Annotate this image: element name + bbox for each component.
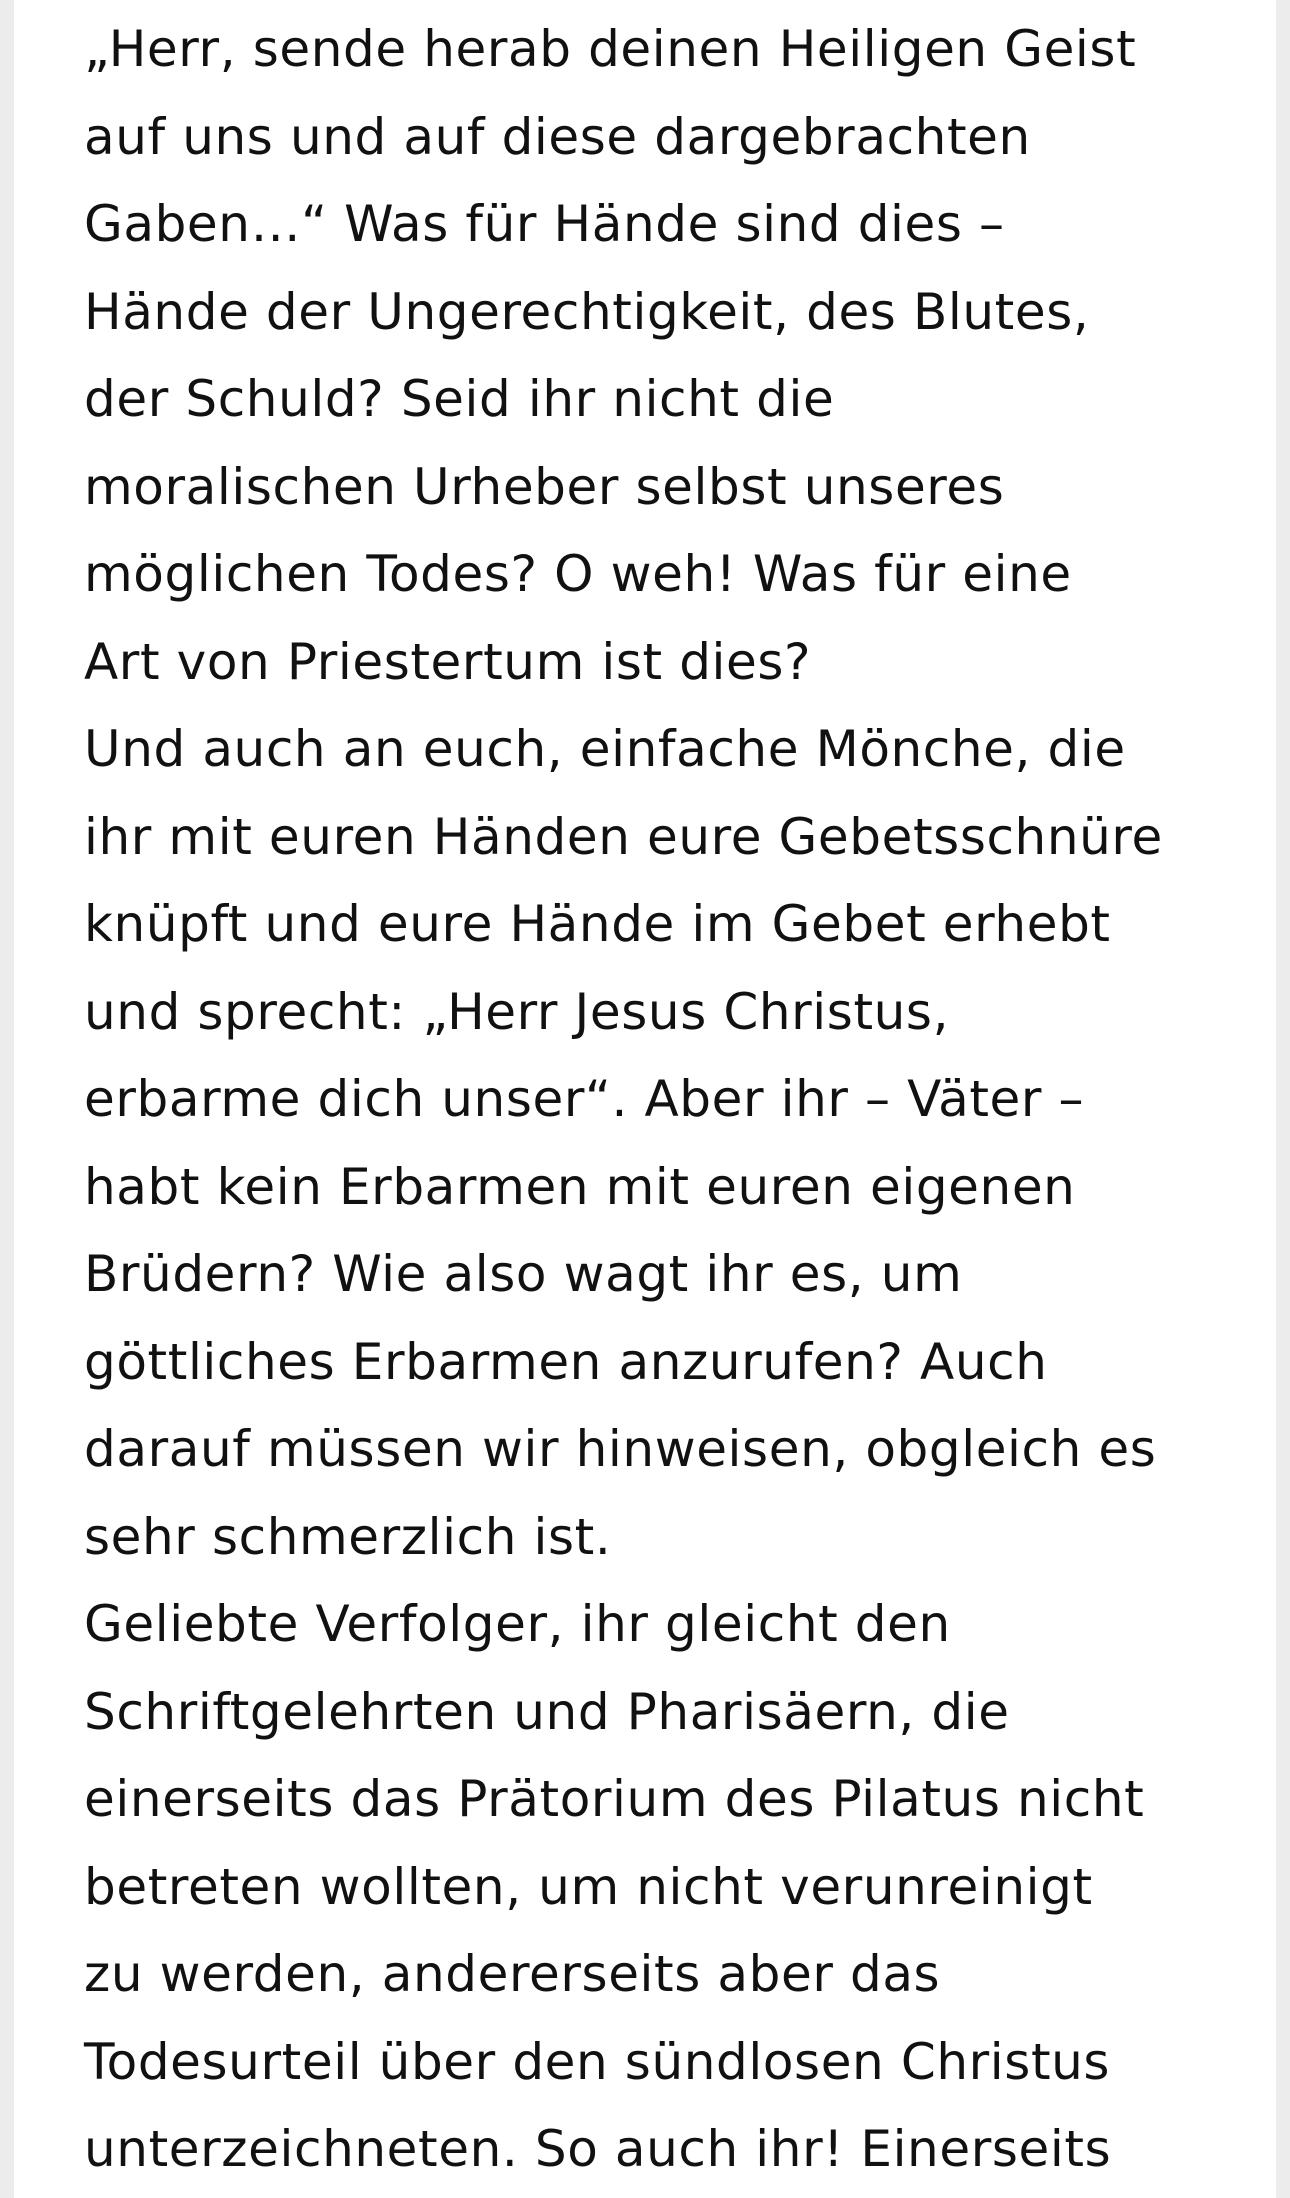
document-page: [14, 0, 1276, 2198]
text-line: Todesurteil über den sündlosen Christus: [84, 2032, 1111, 2091]
text-line: knüpft und eure Hände im Gebet erhebt: [84, 895, 1111, 953]
text-line: göttliches Erbarmen anzurufen? Auch: [84, 1332, 1048, 1391]
text-line: Und auch an euch, einfache Mönche, die: [84, 720, 1126, 778]
document-text: [84, 6, 1264, 2194]
text-line: Gaben…“ Was für Hände sind dies –: [84, 195, 1005, 253]
text-line: unterzeichneten. So auch ihr! Einerseits: [84, 2120, 1112, 2178]
text-line: Hände der Ungerechtigkeit, des Blutes,: [84, 282, 1090, 341]
text-line: Geliebte Verfolger, ihr gleicht den: [84, 1595, 951, 1653]
text-line: sehr schmerzlich ist.: [84, 1507, 612, 1566]
text-line: habt kein Erbarmen mit euren eigenen: [84, 1157, 1076, 1216]
text-line: auf uns und auf diese dargebrachten: [84, 107, 1031, 166]
text-line: Art von Priestertum ist dies?: [84, 632, 812, 691]
text-line: möglichen Todes? O weh! Was für eine: [84, 545, 1072, 603]
text-line: moralischen Urheber selbst unseres: [84, 457, 1005, 516]
text-line: zu werden, andererseits aber das: [84, 1945, 941, 2003]
text-line: betreten wollten, um nicht verunreinigt: [84, 1857, 1093, 1916]
text-line: darauf müssen wir hinweisen, obgleich es: [84, 1420, 1157, 1478]
text-line: Brüdern? Wie also wagt ihr es, um: [84, 1245, 963, 1303]
text-line: der Schuld? Seid ihr nicht die: [84, 370, 835, 428]
text-line: „Herr, sende herab deinen Heiligen Geist: [84, 20, 1137, 78]
text-line: und sprecht: „Herr Jesus Christus,: [84, 982, 950, 1041]
text-line: ihr mit euren Händen eure Gebetsschnüre: [84, 807, 1163, 866]
text-line: erbarme dich unser“. Aber ihr – Väter –: [84, 1070, 1085, 1128]
text-line: einerseits das Prätorium des Pilatus nicht: [84, 1770, 1145, 1828]
text-line: Schriftgelehrten und Pharisäern, die: [84, 1682, 1010, 1741]
